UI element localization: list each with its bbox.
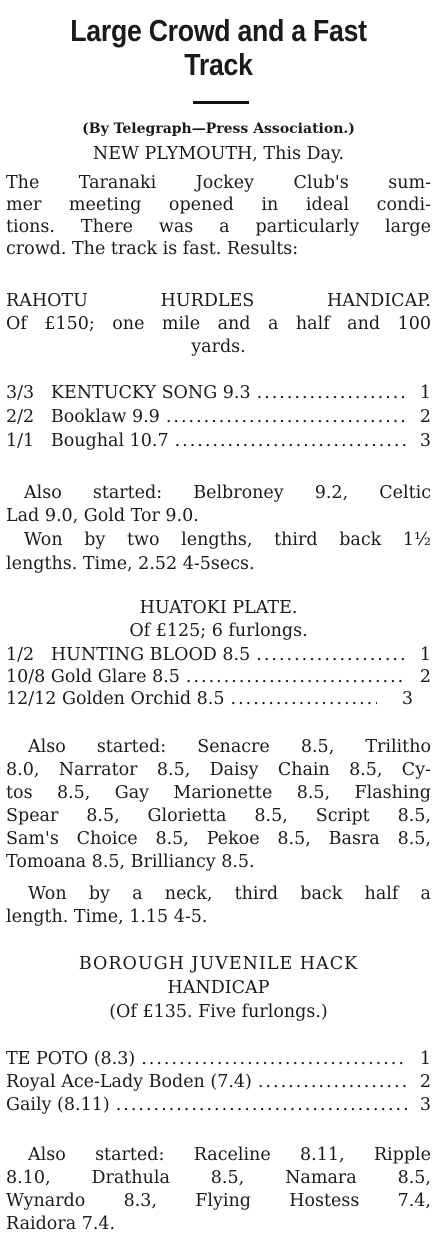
horse: Gold Glare 8.5 bbox=[50, 667, 180, 687]
race3-title-1: BOROUGH JUVENILE HACK bbox=[78, 954, 359, 974]
race2-also-1: Also started: Senacre 8.5, Trilitho bbox=[28, 737, 431, 757]
race1-also-1: Also started: Belbroney 9.2, Celtic bbox=[24, 483, 431, 503]
race3-result-row bbox=[6, 1071, 431, 1093]
leader-dots bbox=[257, 382, 407, 404]
headline-line-2: Track bbox=[184, 47, 253, 82]
placing: 1 bbox=[419, 1049, 431, 1069]
placing: 2 bbox=[419, 407, 431, 427]
race3-also-3: Wynardo 8.3, Flying Hostess 7.4, bbox=[6, 1191, 431, 1211]
byline: (By Telegraph—Press Association.) bbox=[82, 121, 355, 137]
intro-line-1: The Taranaki Jockey Club's sum- bbox=[6, 173, 431, 193]
leader-dots bbox=[231, 688, 378, 710]
placing: 3 bbox=[419, 431, 431, 451]
horse: Golden Orchid 8.5 bbox=[62, 689, 225, 709]
race2-also-3: tos 8.5, Gay Marionette 8.5, Flashing bbox=[6, 783, 431, 803]
race1-also-2: Lad 9.0, Gold Tor 9.0. bbox=[6, 506, 199, 526]
race2-title: HUATOKI PLATE. bbox=[139, 598, 298, 618]
race2-won-2: length. Time, 1.15 4-5. bbox=[6, 907, 208, 927]
intro-line-3: tions. There was a particularly large bbox=[6, 217, 431, 237]
race3-result-row bbox=[6, 1094, 431, 1116]
intro-line-4: crowd. The track is fast. Results: bbox=[6, 239, 299, 259]
dateline: NEW PLYMOUTH, This Day. bbox=[92, 144, 345, 164]
race3-conditions: (Of £135. Five furlongs.) bbox=[109, 1002, 328, 1022]
race3-also-1: Also started: Raceline 8.11, Ripple bbox=[28, 1145, 431, 1165]
odds: 1/2 bbox=[6, 645, 35, 665]
leader-dots bbox=[141, 1048, 407, 1070]
odds: 12/12 bbox=[6, 689, 57, 709]
odds: 1/1 bbox=[6, 431, 35, 451]
race2-result-row bbox=[6, 688, 431, 710]
race1-result-row bbox=[6, 382, 431, 404]
race1-conditions-1: Of £150; one mile and a half and 100 bbox=[6, 314, 431, 334]
race2-also-5: Sam's Choice 8.5, Pekoe 8.5, Basra 8.5, bbox=[6, 829, 431, 849]
leader-dots bbox=[175, 430, 407, 452]
leader-dots bbox=[116, 1094, 407, 1116]
odds: 2/2 bbox=[6, 407, 35, 427]
horse: Booklaw 9.9 bbox=[50, 407, 160, 427]
intro-line-2: mer meeting opened in ideal condi- bbox=[6, 195, 431, 215]
race2-also-6: Tomoana 8.5, Brilliancy 8.5. bbox=[6, 852, 255, 872]
race1-conditions-2: yards. bbox=[191, 337, 246, 357]
odds: 10/8 bbox=[6, 667, 46, 687]
placing: 2 bbox=[419, 667, 431, 687]
race1-won-2: lengths. Time, 2.52 4-5secs. bbox=[6, 554, 255, 574]
odds: 3/3 bbox=[6, 383, 35, 403]
placing: 1 bbox=[419, 645, 431, 665]
race2-won-1: Won by a neck, third back half a bbox=[28, 884, 431, 904]
race1-won-1: Won by two lengths, third back 1½ bbox=[24, 530, 431, 550]
headline-line-1: Large Crowd and a Fast bbox=[70, 13, 367, 48]
race3-also-2: 8.10, Drathula 8.5, Namara 8.5, bbox=[6, 1168, 431, 1188]
race2-result-row bbox=[6, 644, 431, 666]
horse: Boughal 10.7 bbox=[50, 431, 169, 451]
race1-title: RAHOTU HURDLES HANDICAP. bbox=[6, 291, 431, 311]
placing: 3 bbox=[401, 689, 413, 709]
leader-dots bbox=[258, 1071, 407, 1093]
placing: 2 bbox=[419, 1072, 431, 1092]
race2-conditions: Of £125; 6 furlongs. bbox=[129, 621, 308, 641]
race3-title-2: HANDICAP bbox=[167, 978, 270, 998]
leader-dots bbox=[186, 666, 407, 688]
horse: KENTUCKY SONG 9.3 bbox=[50, 383, 251, 403]
race3-result-row bbox=[6, 1048, 431, 1070]
horse: Gaily (8.11) bbox=[6, 1095, 110, 1115]
headline-rule bbox=[193, 101, 249, 104]
leader-dots bbox=[166, 406, 407, 428]
race3-also-4: Raidora 7.4. bbox=[6, 1214, 116, 1234]
placing: 1 bbox=[419, 383, 431, 403]
leader-dots bbox=[256, 644, 407, 666]
horse: TE POTO (8.3) bbox=[6, 1049, 136, 1069]
race1-result-row bbox=[6, 406, 431, 428]
race2-also-2: 8.0, Narrator 8.5, Daisy Chain 8.5, Cy- bbox=[6, 760, 431, 780]
race2-also-4: Spear 8.5, Glorietta 8.5, Script 8.5, bbox=[6, 806, 431, 826]
race1-result-row bbox=[6, 430, 431, 452]
horse: Royal Ace-Lady Boden (7.4) bbox=[6, 1072, 252, 1092]
placing: 3 bbox=[419, 1095, 431, 1115]
horse: HUNTING BLOOD 8.5 bbox=[50, 645, 251, 665]
race2-result-row bbox=[6, 666, 431, 688]
